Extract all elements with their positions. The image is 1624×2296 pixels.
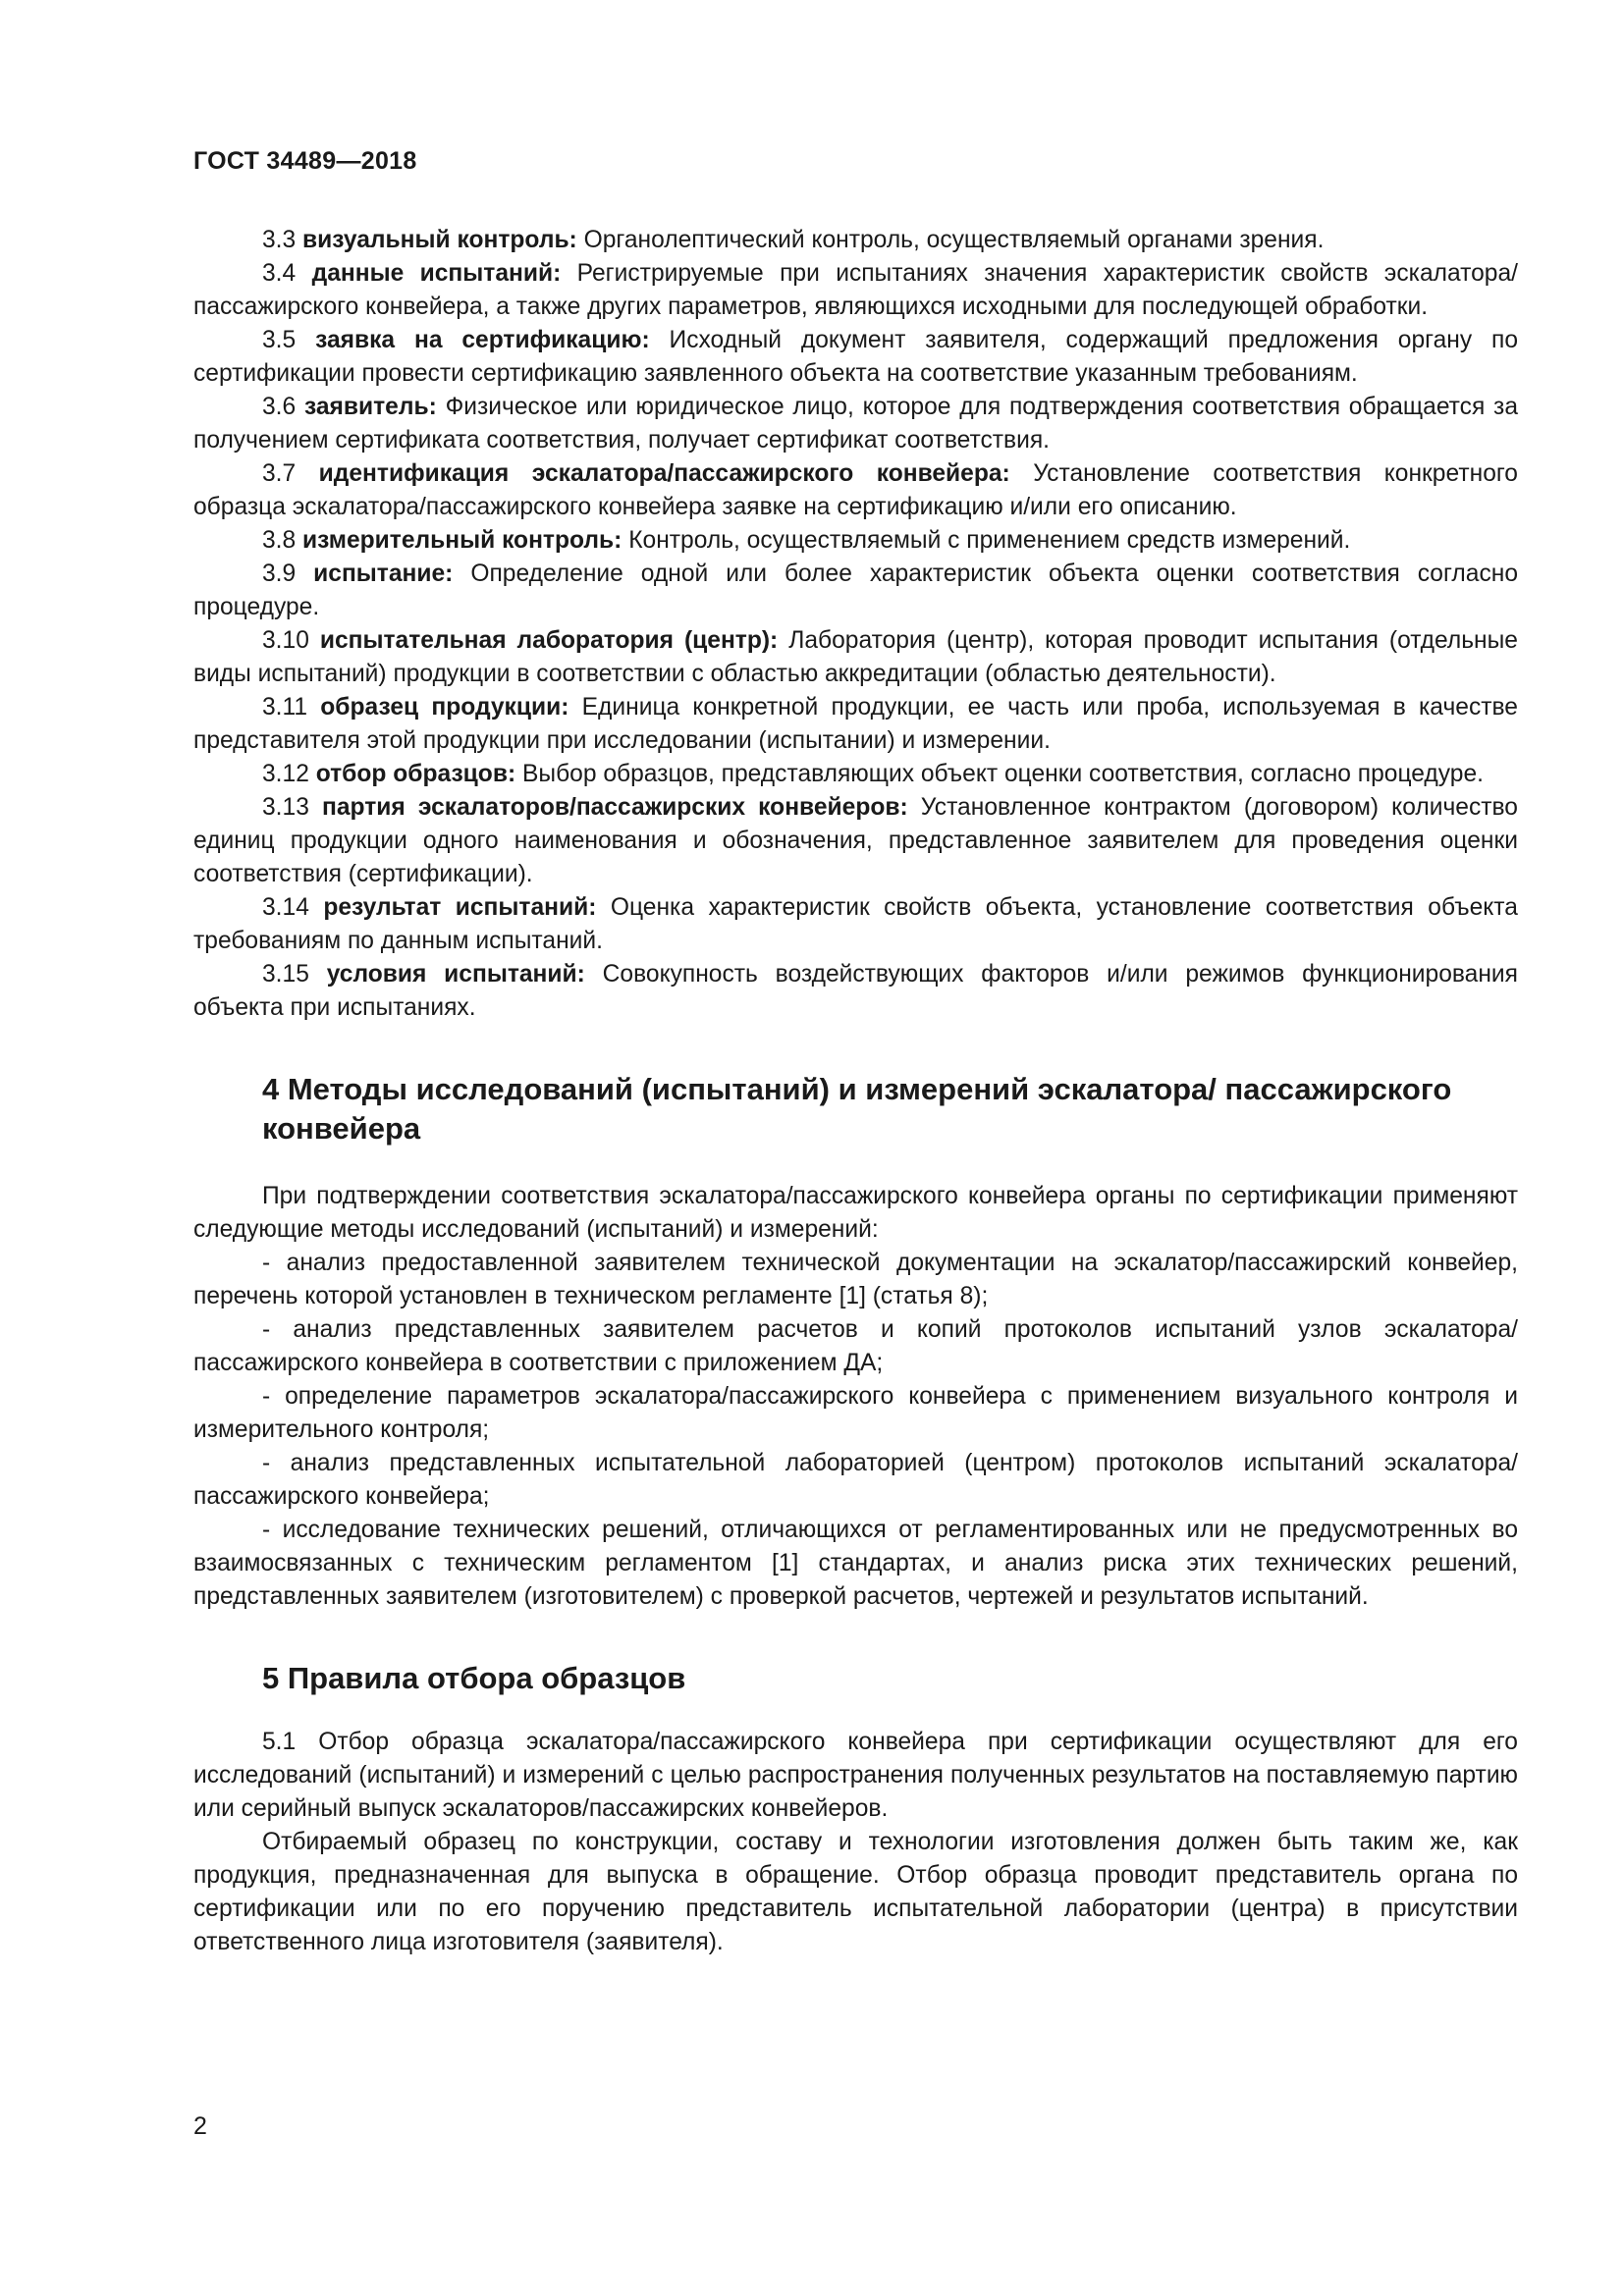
- section-4-heading: 4 Методы исследований (испытаний) и измерений эскалатора/ пассажирского конвейера: [262, 1072, 1452, 1146]
- definition-term: результат испытаний:: [323, 894, 597, 921]
- definition-term: испытательная лаборатория (центр):: [319, 627, 779, 654]
- page-number: 2: [193, 2112, 207, 2140]
- section-5-body: [193, 1726, 1518, 1959]
- definition-number: 3.11: [262, 694, 308, 721]
- definition-number: 3.13: [262, 794, 309, 821]
- definition-text: Установленное контрактом (договором) количество единиц продукции одного наименования и обозначения, представленное заявителем для проведения оценки соответствия (сертификации).: [193, 794, 1518, 887]
- section-4-body: [193, 1180, 1518, 1614]
- definition-number: 3.4: [262, 260, 297, 287]
- section-4-list-item: - исследование технических решений, отличающихся от регламентированных или не предусмотренных во взаимосвязанных с техническим регламентом [1] стандартах, и анализ риска этих технических решений, представленных заявителем (изготовителем) с проверкой расчетов, чертежей и результатов испытаний.: [193, 1517, 1518, 1610]
- definition-3-15: [193, 958, 1518, 1025]
- section-4-intro: При подтверждении соответствия эскалатора/пассажирского конвейера органы по сертификации применяют следующие методы исследований (испытаний) и измерений:: [193, 1183, 1518, 1243]
- definition-term: испытание:: [313, 561, 454, 587]
- document-body: [193, 224, 1518, 1959]
- definition-term: идентификация эскалатора/пассажирского конвейера:: [318, 460, 1010, 487]
- section-4-list-item: - определение параметров эскалатора/пассажирского конвейера с применением визуального контроля и измерительного контроля;: [193, 1383, 1518, 1443]
- definition-text: Установление соответствия конкретного образца эскалатора/пассажирского конвейера заявке на сертификацию и/или его описанию.: [193, 460, 1518, 520]
- definition-text: Органолептический контроль, осуществляемый органами зрения.: [583, 227, 1325, 253]
- definition-term: заявка на сертификацию:: [315, 327, 650, 353]
- definition-number: 3.14: [262, 894, 309, 921]
- definition-text: Физическое или юридическое лицо, которое для подтверждения соответствия обращается за получением сертификата соответствия, получает сертификат соответствия.: [193, 394, 1518, 454]
- definition-text: Определение одной или более характеристик объекта оценки соответствия согласно процедуре.: [193, 561, 1518, 620]
- section-4-list-item: - анализ предоставленной заявителем технической документации на эскалатор/пассажирский конвейер, перечень которой установлен в техническом регламенте [1] (статья 8);: [193, 1250, 1518, 1309]
- definition-number: 3.12: [262, 761, 309, 787]
- definition-text: Лаборатория (центр), которая проводит испытания (отдельные виды испытаний) продукции в соответствии с областью аккредитации (областью деятельности).: [193, 627, 1518, 687]
- definitions-list: [193, 224, 1518, 1025]
- definition-text: Выбор образцов, представляющих объект оценки соответствия, согласно процедуре.: [521, 761, 1484, 787]
- definition-term: визуальный контроль:: [302, 227, 577, 253]
- section-5-paragraph: Отбираемый образец по конструкции, составу и технологии изготовления должен быть таким же, как продукция, предназначенная для выпуска в обращение. Отбор образца проводит представитель органа по сертификации или по его поручению представитель испытательной лаборатории (центра) в присутствии ответственного лица изготовителя (заявителя).: [193, 1829, 1518, 1955]
- definition-term: условия испытаний:: [326, 961, 585, 988]
- definition-3-8: [193, 524, 1518, 558]
- definition-number: 3.9: [262, 561, 297, 587]
- definition-number: 3.15: [262, 961, 309, 988]
- definition-text: Оценка характеристик свойств объекта, установление соответствия объекта требованиям по данным испытаний.: [193, 894, 1518, 954]
- definition-term: партия эскалаторов/пассажирских конвейеров:: [322, 794, 908, 821]
- definition-3-9: [193, 558, 1518, 624]
- definition-3-12: [193, 758, 1518, 791]
- definition-number: 3.7: [262, 460, 297, 487]
- definition-3-7: [193, 457, 1518, 524]
- definition-term: данные испытаний:: [311, 260, 562, 287]
- definition-text: Контроль, осуществляемый с применением средств измерений.: [628, 527, 1351, 554]
- section-5-heading: 5 Правила отбора образцов: [262, 1661, 686, 1695]
- definition-text: Регистрируемые при испытаниях значения характеристик свойств эскалатора/пассажирского конвейера, а также других параметров, являющихся исходными для последующей обработки.: [193, 260, 1518, 320]
- definition-3-14: [193, 891, 1518, 958]
- definition-text: Исходный документ заявителя, содержащий предложения органу по сертификации провести сертификацию заявленного объекта на соответствие указанным требованиям.: [193, 327, 1519, 387]
- definition-3-4: [193, 257, 1518, 324]
- definition-term: измерительный контроль:: [302, 527, 623, 554]
- section-4-list-item: - анализ представленных испытательной лабораторией (центром) протоколов испытаний эскалатора/пассажирского конвейера;: [193, 1450, 1518, 1510]
- definition-3-11: [193, 691, 1518, 758]
- section-4-list-item: - анализ представленных заявителем расчетов и копий протоколов испытаний узлов эскалатора/ пассажирского конвейера в соответствии с приложением ДА;: [193, 1316, 1518, 1376]
- definition-number: 3.6: [262, 394, 297, 420]
- definition-number: 3.3: [262, 227, 297, 253]
- definition-text: Совокупность воздействующих факторов и/или режимов функционирования объекта при испытаниях.: [193, 961, 1518, 1021]
- definition-number: 3.8: [262, 527, 297, 554]
- definition-term: отбор образцов:: [315, 761, 516, 787]
- definition-text: Единица конкретной продукции, ее часть или проба, используемая в качестве представителя этой продукции при исследовании (испытании) и измерении.: [193, 694, 1518, 754]
- definition-number: 3.10: [262, 627, 309, 654]
- definition-3-5: [193, 324, 1518, 391]
- definition-3-13: [193, 791, 1518, 891]
- definition-number: 3.5: [262, 327, 297, 353]
- definition-3-10: [193, 624, 1518, 691]
- section-5-paragraph: 5.1 Отбор образца эскалатора/пассажирского конвейера при сертификации осуществляют для его исследований (испытаний) и измерений с целью распространения полученных результатов на поставляемую партию или серийный выпуск эскалаторов/пассажирских конвейеров.: [193, 1729, 1518, 1822]
- definition-term: заявитель:: [303, 394, 437, 420]
- document-code-header: ГОСТ 34489—2018: [193, 147, 417, 175]
- definition-3-6: [193, 391, 1518, 457]
- definition-term: образец продукции:: [320, 694, 569, 721]
- definition-3-3: [193, 224, 1518, 257]
